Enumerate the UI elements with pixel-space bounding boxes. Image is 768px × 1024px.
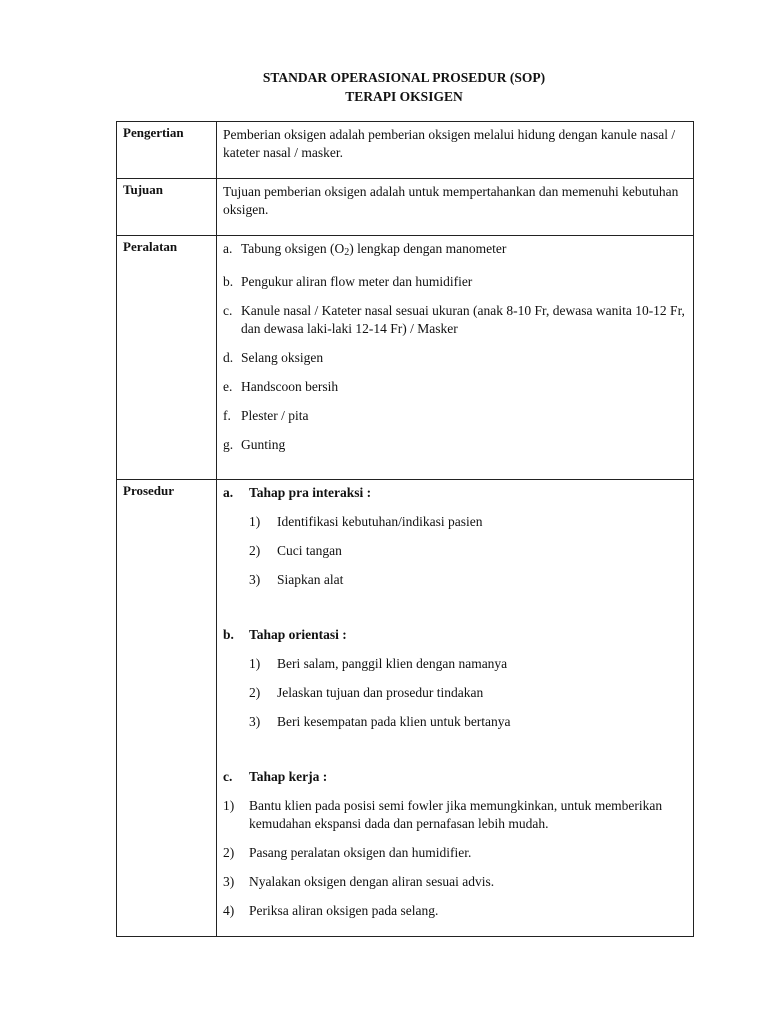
row-label: Peralatan [117,236,217,480]
list-item [249,513,687,531]
list-item [249,713,687,731]
list-item [223,349,687,367]
list-item [249,571,687,589]
row-label: Prosedur [117,480,217,937]
list-marker: 3) [223,874,235,889]
list-text: Pasang peralatan oksigen dan humidifier. [249,845,472,860]
row-label: Pengertian [117,122,217,179]
list-marker: 4) [223,903,235,918]
list-marker: 1) [249,656,261,671]
row-tujuan [117,179,694,236]
section-marker: a. [223,485,234,500]
row-peralatan [117,236,694,480]
list-marker: 2) [223,845,235,860]
list-marker: 2) [249,685,261,700]
list-text: Periksa aliran oksigen pada selang. [249,903,439,918]
spacer [223,742,687,768]
list-marker: 1) [223,798,235,813]
list-marker: b. [223,274,234,289]
list-text: Jelaskan tujuan dan prosedur tindakan [277,685,484,700]
list-text: Gunting [241,437,286,452]
list-text: Nyalakan oksigen dengan aliran sesuai advis. [249,874,495,889]
list-item [249,684,687,702]
subscript: 2 [344,247,350,258]
section-title: Tahap orientasi : [249,627,347,642]
section-marker: c. [223,769,233,784]
list-marker: 1) [249,514,261,529]
list-text: Handscoon bersih [241,379,339,394]
list-marker: 2) [249,543,261,558]
row-label: Tujuan [117,179,217,236]
section-heading [223,768,687,786]
list-text-part: Tabung oksigen (O [241,241,345,256]
list-text: Beri kesempatan pada klien untuk bertanya [277,714,511,729]
list-text-part: ) lengkap dengan manometer [349,241,507,256]
list-marker: 3) [249,572,261,587]
list-item [223,902,687,920]
list-text: Bantu klien pada posisi semi fowler jika memungkinkan, untuk memberikan kemudahan ekspansi dada dan pernafasan lebih mudah. [249,798,663,831]
list-text: Beri salam, panggil klien dengan namanya [277,656,508,671]
list-marker: f. [223,408,231,423]
section-heading [223,626,687,644]
list-text: Kanule nasal / Kateter nasal sesuai ukuran (anak 8-10 Fr, dewasa wanita 10-12 Fr, dan dewasa laki-laki 12-14 Fr) / Masker [241,303,685,336]
list-marker: 3) [249,714,261,729]
list-item [223,273,687,291]
section-title: Tahap pra interaksi : [249,485,372,500]
spacer [223,600,687,626]
row-content: Pemberian oksigen adalah pemberian oksigen melalui hidung dengan kanule nasal / kateter nasal / masker. [217,122,694,179]
list-item [223,302,687,338]
list-item [223,240,687,262]
list-item [249,542,687,560]
list-text: Siapkan alat [277,572,344,587]
list-item [223,407,687,425]
list-text: Pengukur aliran flow meter dan humidifier [241,274,473,289]
list-text [241,240,687,262]
row-content [217,480,694,937]
row-content [217,236,694,480]
list-item [223,797,687,833]
row-pengertian [117,122,694,179]
section-title: Tahap kerja : [249,769,328,784]
row-content: Tujuan pemberian oksigen adalah untuk mempertahankan dan memenuhi kebutuhan oksigen. [217,179,694,236]
list-marker: d. [223,350,234,365]
row-prosedur [117,480,694,937]
section-marker: b. [223,627,234,642]
list-text: Plester / pita [241,408,309,423]
title-line-1: STANDAR OPERASIONAL PROSEDUR (SOP) [262,70,546,85]
list-item [249,655,687,673]
list-text: Selang oksigen [241,350,324,365]
list-marker: e. [223,379,233,394]
sop-table [116,121,694,937]
list-item [223,436,687,454]
list-item [223,873,687,891]
title-line-2: TERAPI OKSIGEN [345,89,463,104]
list-item [223,844,687,862]
list-text: Identifikasi kebutuhan/indikasi pasien [277,514,483,529]
list-marker: g. [223,437,234,452]
section-heading [223,484,687,502]
list-marker: c. [223,303,233,318]
list-marker: a. [223,241,233,256]
document-title [0,68,768,106]
list-item [223,378,687,396]
list-text: Cuci tangan [277,543,342,558]
